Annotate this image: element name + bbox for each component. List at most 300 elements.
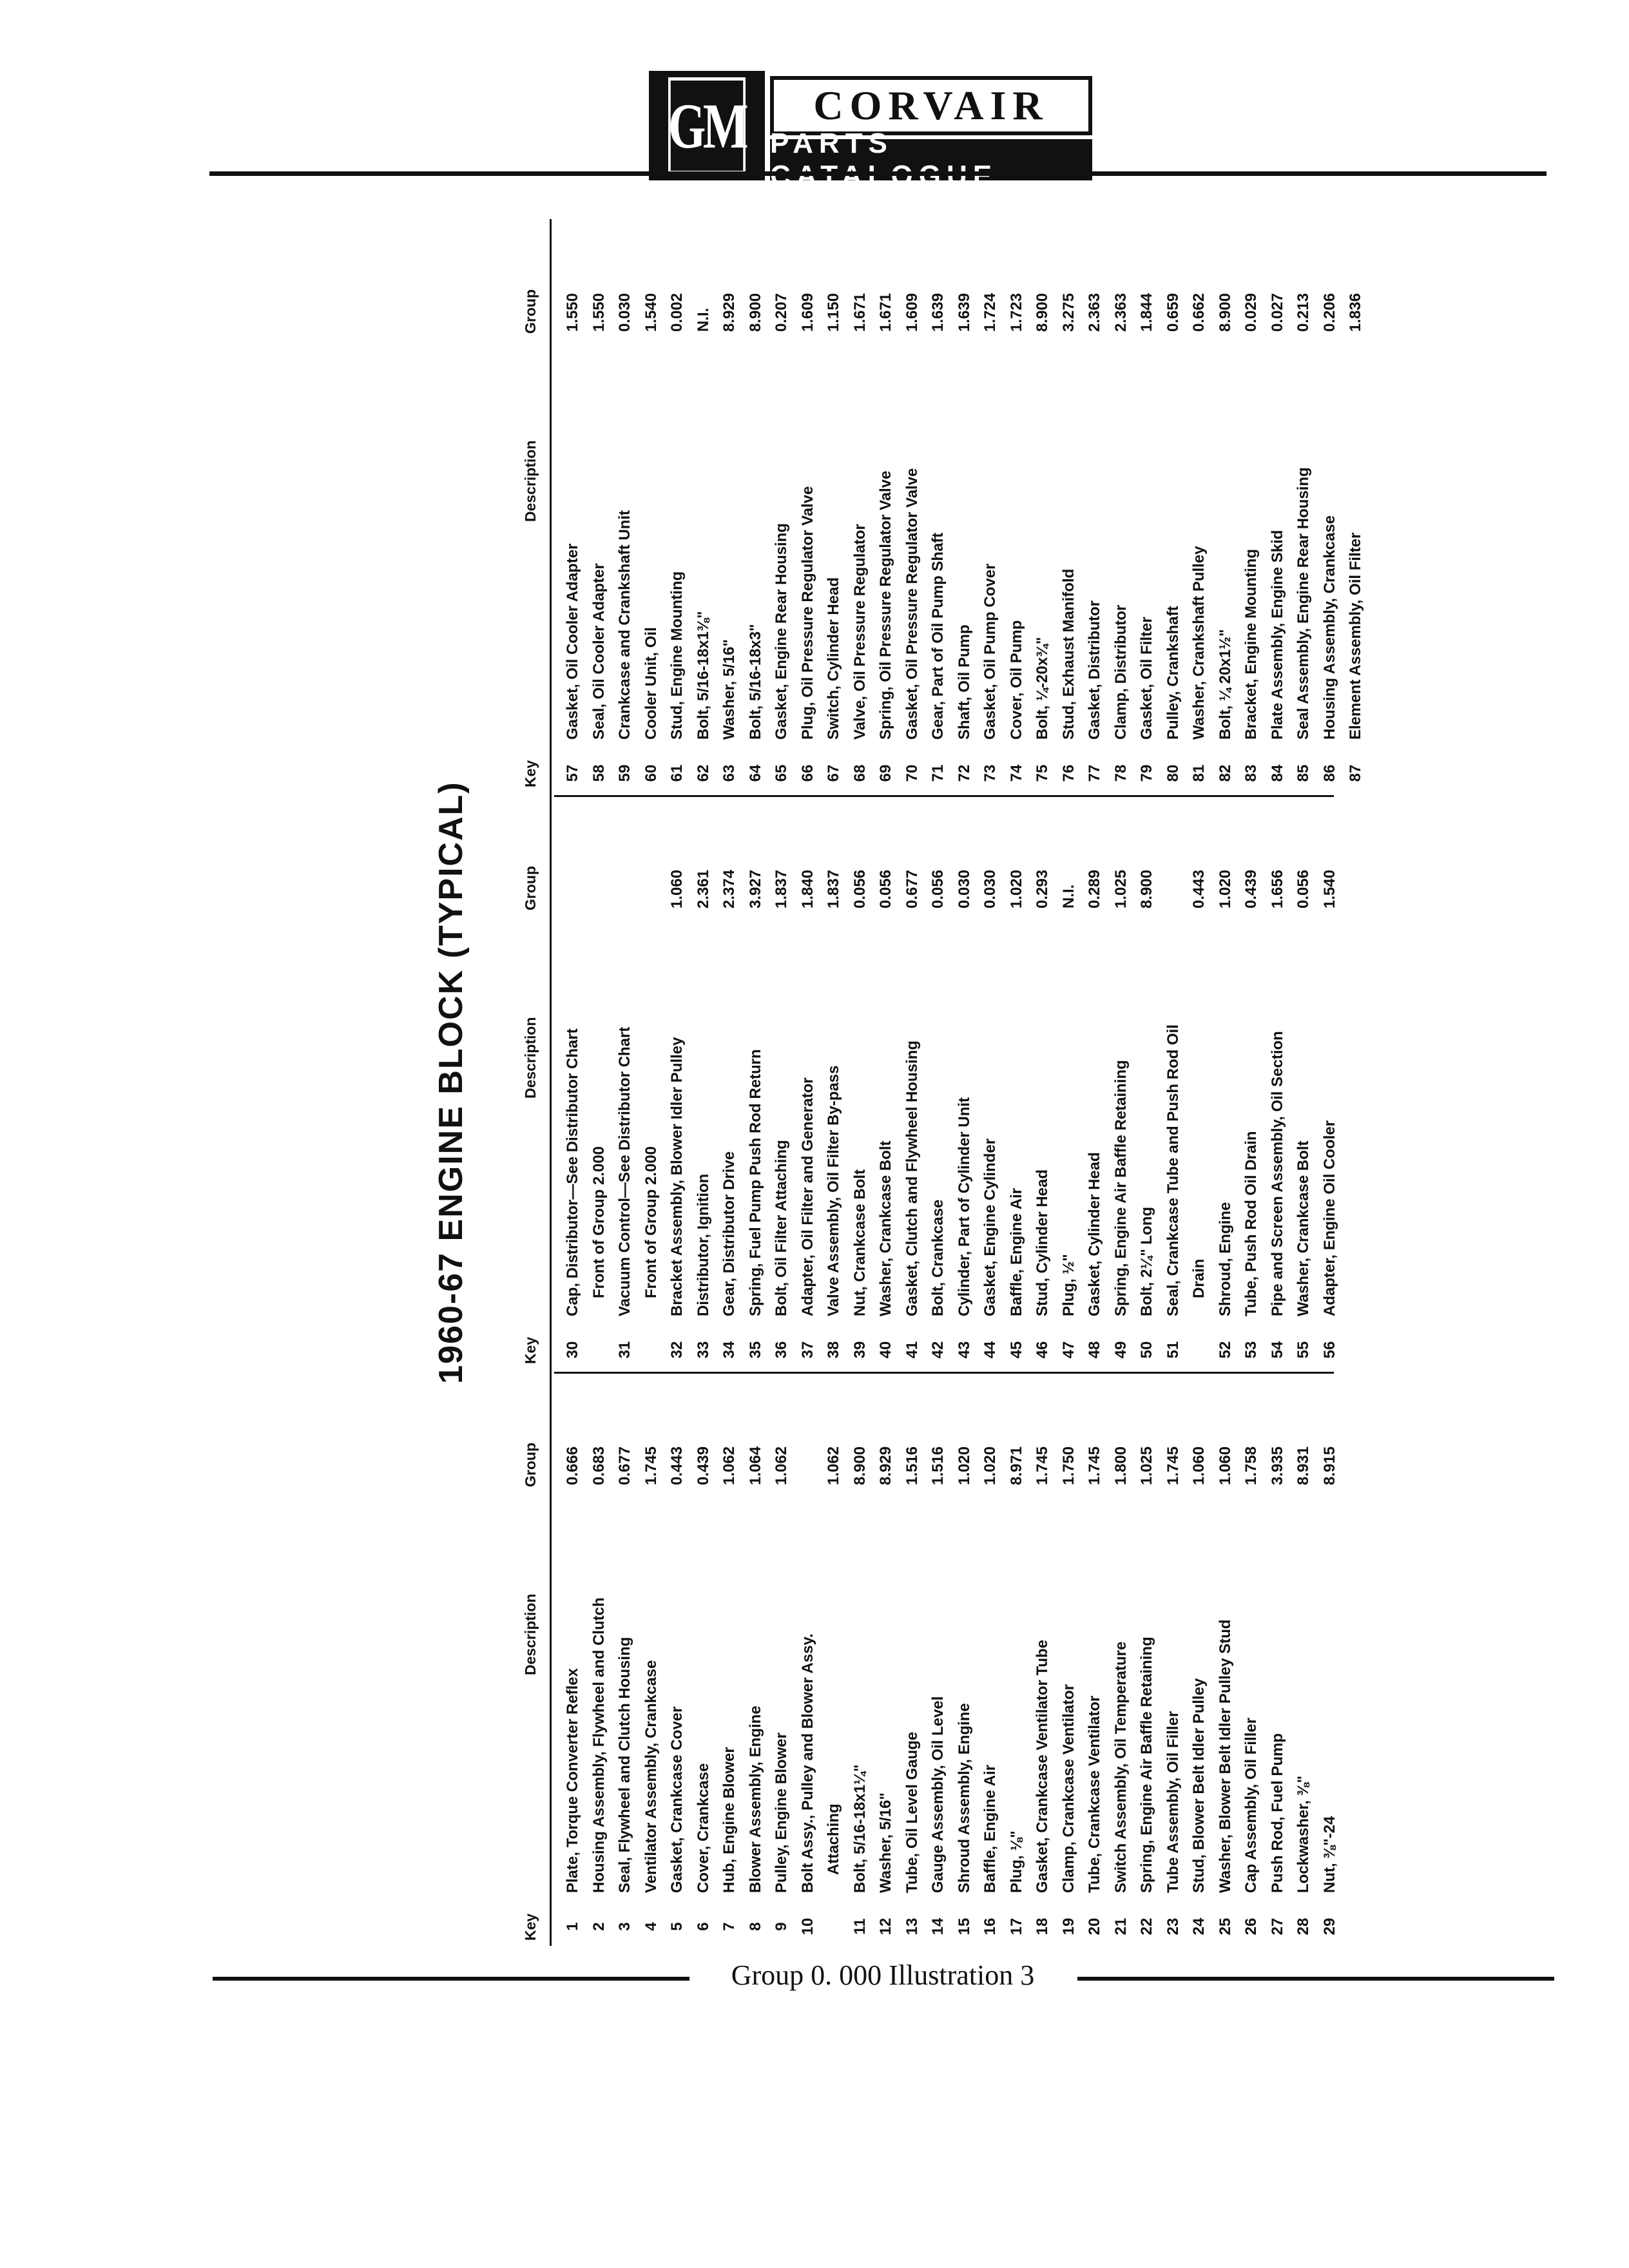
part-key: 75 bbox=[1034, 764, 1051, 782]
part-group: 3.275 bbox=[1059, 293, 1077, 332]
part-key: 68 bbox=[851, 764, 869, 782]
part-description: Pulley, Engine Blower bbox=[773, 1733, 790, 1893]
part-key: 49 bbox=[1112, 1341, 1130, 1359]
table-row bbox=[981, 802, 1008, 1369]
part-group: 0.056 bbox=[877, 869, 894, 908]
part-key: 71 bbox=[929, 764, 947, 782]
part-key: 23 bbox=[1164, 1917, 1182, 1936]
table-row bbox=[1217, 1379, 1243, 1946]
table-row bbox=[1295, 1379, 1321, 1946]
part-description: Tube Assembly, Oil Filler bbox=[1164, 1711, 1182, 1893]
table-row bbox=[720, 802, 747, 1369]
part-description: Nut, Crankcase Bolt bbox=[851, 1169, 869, 1316]
part-description: Gasket, Engine Rear Housing bbox=[773, 523, 790, 740]
part-group: 8.900 bbox=[1216, 293, 1234, 332]
table-row bbox=[1008, 226, 1034, 793]
part-key: 33 bbox=[694, 1341, 712, 1359]
table-row bbox=[642, 1379, 669, 1946]
part-description: Cooler Unit, Oil bbox=[642, 627, 660, 740]
part-key: 81 bbox=[1190, 764, 1208, 782]
table-row bbox=[956, 1379, 982, 1946]
part-key: 44 bbox=[981, 1341, 999, 1359]
column-divider bbox=[554, 1372, 1334, 1374]
part-group: 2.374 bbox=[720, 869, 738, 908]
part-description: Plug, Oil Pressure Regulator Valve bbox=[798, 486, 816, 740]
part-group: 1.724 bbox=[981, 293, 999, 332]
part-description: Gear, Part of Oil Pump Shaft bbox=[929, 532, 947, 740]
part-description: Bracket, Engine Mounting bbox=[1242, 548, 1260, 740]
table-row bbox=[903, 226, 930, 793]
part-group: 0.677 bbox=[616, 1446, 633, 1485]
part-group: 0.056 bbox=[929, 869, 947, 908]
part-description: Gear, Distributor Drive bbox=[720, 1151, 738, 1316]
footer-rule-right bbox=[1077, 1977, 1554, 1981]
part-description: Bolt, Oil Filter Attaching bbox=[773, 1140, 790, 1316]
part-description: Switch, Cylinder Head bbox=[825, 577, 842, 740]
part-key: 20 bbox=[1086, 1917, 1103, 1936]
part-key: 34 bbox=[720, 1341, 738, 1359]
part-key: 32 bbox=[668, 1341, 686, 1359]
col-header-group: Group bbox=[522, 1443, 539, 1487]
part-group: 8.900 bbox=[851, 1446, 869, 1485]
part-description: Cap Assembly, Oil Filler bbox=[1242, 1717, 1260, 1893]
part-key: 69 bbox=[877, 764, 894, 782]
part-key: 9 bbox=[773, 1922, 790, 1931]
part-description: Gasket, Crankcase Cover bbox=[668, 1706, 686, 1893]
part-description: Cap, Distributor—See Distributor Chart bbox=[564, 1028, 581, 1316]
part-group: N.I. bbox=[1059, 884, 1077, 908]
table-row bbox=[564, 226, 590, 793]
table-row bbox=[903, 802, 930, 1369]
part-description: Stud, Blower Belt Idler Pulley bbox=[1190, 1678, 1208, 1893]
part-description: Vacuum Control—See Distributor Chart bbox=[616, 1026, 633, 1316]
part-description: Gauge Assembly, Oil Level bbox=[929, 1696, 947, 1893]
part-group: 1.550 bbox=[564, 293, 581, 332]
table-row bbox=[1112, 1379, 1139, 1946]
gm-logo-box bbox=[649, 71, 765, 180]
part-description: Baffle, Engine Air bbox=[981, 1764, 999, 1893]
part-key: 82 bbox=[1216, 764, 1234, 782]
table-row bbox=[851, 802, 878, 1369]
part-group: 0.666 bbox=[564, 1446, 581, 1485]
part-group: 0.677 bbox=[903, 869, 921, 908]
part-key: 61 bbox=[668, 764, 686, 782]
part-description: Valve, Oil Pressure Regulator bbox=[851, 524, 869, 740]
part-key: 4 bbox=[642, 1922, 660, 1931]
part-key: 66 bbox=[798, 764, 816, 782]
part-group: 0.029 bbox=[1242, 293, 1260, 332]
part-description: Valve Assembly, Oil Filter By-pass bbox=[825, 1065, 842, 1316]
part-description: Tube, Crankcase Ventilator bbox=[1086, 1695, 1103, 1893]
part-key: 87 bbox=[1347, 764, 1364, 782]
part-key: 50 bbox=[1138, 1341, 1155, 1359]
part-group: 2.361 bbox=[694, 869, 712, 908]
part-description: Gasket, Oil Pressure Regulator Valve bbox=[903, 468, 921, 740]
page-title: 1960-67 ENGINE BLOCK (TYPICAL) bbox=[432, 781, 470, 1384]
part-key: 54 bbox=[1268, 1341, 1286, 1359]
part-description: Bracket Assembly, Blower Idler Pulley bbox=[668, 1037, 686, 1316]
part-description: Bolt, 2¼" Long bbox=[1138, 1206, 1155, 1316]
table-row bbox=[747, 1379, 773, 1946]
part-description: Cylinder, Part of Cylinder Unit bbox=[955, 1097, 973, 1316]
part-group: 1.060 bbox=[1190, 1446, 1208, 1485]
catalogue-subtitle: PARTS bbox=[770, 139, 1092, 180]
part-description: Adapter, Oil Filter and Generator bbox=[798, 1077, 816, 1316]
part-description: Washer, Blower Belt Idler Pulley Stud bbox=[1216, 1619, 1234, 1893]
part-key: 83 bbox=[1242, 764, 1260, 782]
part-key: 73 bbox=[981, 764, 999, 782]
table-row bbox=[590, 226, 617, 793]
table-row bbox=[773, 1379, 799, 1946]
part-key: 36 bbox=[773, 1341, 790, 1359]
part-description: Clamp, Crankcase Ventilator bbox=[1059, 1684, 1077, 1893]
table-row bbox=[642, 802, 669, 1369]
part-group: 1.723 bbox=[1007, 293, 1025, 332]
part-key: 17 bbox=[1007, 1917, 1025, 1936]
table-row bbox=[1008, 1379, 1034, 1946]
part-key: 18 bbox=[1034, 1917, 1051, 1936]
table-row bbox=[825, 226, 851, 793]
part-description: Tube, Push Rod Oil Drain bbox=[1242, 1131, 1260, 1316]
part-group: 1.639 bbox=[929, 293, 947, 332]
part-group: 8.900 bbox=[1138, 869, 1155, 908]
part-group: 1.609 bbox=[903, 293, 921, 332]
table-row bbox=[1269, 802, 1295, 1369]
part-description: Push Rod, Fuel Pump bbox=[1268, 1733, 1286, 1893]
part-description: Nut, ⅜"-24 bbox=[1320, 1816, 1338, 1893]
part-key: 28 bbox=[1295, 1917, 1312, 1936]
part-group: 1.025 bbox=[1138, 1446, 1155, 1485]
footer-rule-left bbox=[213, 1977, 689, 1981]
table-row bbox=[642, 226, 669, 793]
table-header-rule bbox=[550, 219, 552, 1946]
part-group: 1.609 bbox=[798, 293, 816, 332]
table-row bbox=[564, 1379, 590, 1946]
part-key: 70 bbox=[903, 764, 921, 782]
table-row bbox=[590, 1379, 617, 1946]
part-key: 21 bbox=[1112, 1917, 1130, 1936]
part-group: 2.363 bbox=[1112, 293, 1130, 332]
part-description: Bolt, 5/16-18x3" bbox=[746, 624, 764, 740]
table-row bbox=[1190, 1379, 1217, 1946]
part-group: 0.289 bbox=[1086, 869, 1103, 908]
part-description: Bolt, ¼-20x¾" bbox=[1034, 637, 1051, 740]
part-description: Plate, Torque Converter Reflex bbox=[564, 1668, 581, 1893]
table-row bbox=[981, 1379, 1008, 1946]
table-row bbox=[668, 1379, 695, 1946]
part-description: Front of Group 2.000 bbox=[642, 1146, 660, 1298]
part-group: 8.915 bbox=[1320, 1446, 1338, 1485]
part-key: 48 bbox=[1086, 1341, 1103, 1359]
part-key: 58 bbox=[590, 764, 608, 782]
part-key: 85 bbox=[1295, 764, 1312, 782]
table-row bbox=[695, 1379, 721, 1946]
gm-logo-text: GM bbox=[668, 77, 746, 174]
part-group: 1.840 bbox=[798, 869, 816, 908]
part-key: 55 bbox=[1295, 1341, 1312, 1359]
part-group: 0.056 bbox=[1295, 869, 1312, 908]
part-group: 1.837 bbox=[773, 869, 790, 908]
part-group: 1.540 bbox=[1320, 869, 1338, 908]
part-key: 86 bbox=[1320, 764, 1338, 782]
table-row bbox=[929, 802, 956, 1369]
table-row bbox=[1217, 802, 1243, 1369]
part-description: Spring, Engine Air Baffle Retaining bbox=[1138, 1637, 1155, 1893]
table-row bbox=[825, 802, 851, 1369]
part-description: Housing Assembly, Crankcase bbox=[1320, 515, 1338, 740]
part-key: 3 bbox=[616, 1922, 633, 1931]
table-row bbox=[1190, 802, 1217, 1369]
table-row bbox=[668, 226, 695, 793]
part-description: Drain bbox=[1190, 1258, 1208, 1298]
part-description: Stud, Cylinder Head bbox=[1034, 1169, 1051, 1316]
part-group: 1.516 bbox=[903, 1446, 921, 1485]
table-row bbox=[1164, 226, 1191, 793]
part-description: Shroud, Engine bbox=[1216, 1202, 1234, 1316]
part-description: Plate Assembly, Engine Skid bbox=[1268, 530, 1286, 740]
part-key: 43 bbox=[955, 1341, 973, 1359]
part-group: 0.683 bbox=[590, 1446, 608, 1485]
part-description: Plug, ⅛" bbox=[1007, 1831, 1025, 1893]
table-row bbox=[616, 226, 642, 793]
table-row bbox=[1321, 1379, 1347, 1946]
part-group: 1.745 bbox=[1164, 1446, 1182, 1485]
table-row bbox=[616, 1379, 642, 1946]
part-key: 26 bbox=[1242, 1917, 1260, 1936]
part-description: Gasket, Cylinder Head bbox=[1086, 1152, 1103, 1316]
part-key: 56 bbox=[1320, 1341, 1338, 1359]
part-description: Gasket, Engine Cylinder bbox=[981, 1138, 999, 1316]
rotated-page-content bbox=[432, 219, 1385, 1946]
part-description: Washer, Crankcase Bolt bbox=[1295, 1140, 1312, 1316]
part-group: 1.025 bbox=[1112, 869, 1130, 908]
column-header-set-2 bbox=[516, 796, 553, 1369]
col-header-group: Group bbox=[522, 866, 539, 910]
part-description: Distributor, Ignition bbox=[694, 1173, 712, 1316]
col-header-key: Key bbox=[522, 1336, 539, 1364]
col-header-group: Group bbox=[522, 289, 539, 334]
part-group: 1.540 bbox=[642, 293, 660, 332]
part-group: 0.030 bbox=[981, 869, 999, 908]
table-row bbox=[903, 1379, 930, 1946]
part-description: Bolt, 5/16-18x1¼" bbox=[851, 1764, 869, 1893]
part-key: 63 bbox=[720, 764, 738, 782]
table-row bbox=[956, 226, 982, 793]
table-row bbox=[825, 1379, 851, 1946]
header-rule bbox=[209, 171, 1547, 176]
table-row bbox=[1112, 226, 1139, 793]
part-description: Gasket, Oil Cooler Adapter bbox=[564, 543, 581, 740]
part-key: 76 bbox=[1059, 764, 1077, 782]
column-header-set-1 bbox=[516, 1372, 553, 1946]
col-header-key: Key bbox=[522, 1913, 539, 1941]
part-group: 8.929 bbox=[720, 293, 738, 332]
part-key: 10 bbox=[798, 1917, 816, 1936]
part-key: 60 bbox=[642, 764, 660, 782]
part-key: 45 bbox=[1007, 1341, 1025, 1359]
part-group: 0.056 bbox=[851, 869, 869, 908]
part-key: 27 bbox=[1268, 1917, 1286, 1936]
table-row bbox=[929, 226, 956, 793]
table-row bbox=[1060, 1379, 1086, 1946]
part-description: Gasket, Distributor bbox=[1086, 600, 1103, 740]
part-description: Gasket, Oil Filter bbox=[1138, 617, 1155, 740]
part-description: Washer, 5/16" bbox=[877, 1792, 894, 1893]
table-row bbox=[929, 1379, 956, 1946]
part-key: 15 bbox=[955, 1917, 973, 1936]
part-group: 1.758 bbox=[1242, 1446, 1260, 1485]
table-row bbox=[851, 1379, 878, 1946]
brand-name: CORVAIR bbox=[770, 76, 1092, 135]
part-description: Cover, Crankcase bbox=[694, 1763, 712, 1893]
col-header-description: Description bbox=[522, 1593, 539, 1675]
table-row bbox=[1086, 226, 1112, 793]
table-row bbox=[1138, 226, 1164, 793]
part-description: Gasket, Oil Pump Cover bbox=[981, 563, 999, 740]
table-row bbox=[1347, 226, 1373, 793]
part-group: 0.443 bbox=[1190, 869, 1208, 908]
table-row bbox=[1164, 1379, 1191, 1946]
part-group: 1.745 bbox=[1086, 1446, 1103, 1485]
part-group: 3.935 bbox=[1268, 1446, 1286, 1485]
part-key: 38 bbox=[825, 1341, 842, 1359]
table-row bbox=[1321, 226, 1347, 793]
table-row bbox=[877, 1379, 903, 1946]
part-key: 35 bbox=[746, 1341, 764, 1359]
part-group: 8.900 bbox=[1034, 293, 1051, 332]
part-group: 1.020 bbox=[1216, 869, 1234, 908]
part-key: 12 bbox=[877, 1917, 894, 1936]
part-group: 1.062 bbox=[825, 1446, 842, 1485]
table-row bbox=[956, 802, 982, 1369]
table-row bbox=[720, 1379, 747, 1946]
part-description: Seal, Oil Cooler Adapter bbox=[590, 563, 608, 740]
table-row bbox=[695, 226, 721, 793]
part-group: 0.002 bbox=[668, 293, 686, 332]
part-description: Blower Assembly, Engine bbox=[746, 1706, 764, 1893]
part-description: Seal, Flywheel and Clutch Housing bbox=[616, 1637, 633, 1893]
part-group: 1.745 bbox=[642, 1446, 660, 1485]
part-key: 11 bbox=[851, 1918, 869, 1935]
table-row bbox=[1138, 802, 1164, 1369]
part-description: Gasket, Crankcase Ventilator Tube bbox=[1034, 1639, 1051, 1893]
part-description: Cover, Oil Pump bbox=[1007, 620, 1025, 740]
part-group: 0.213 bbox=[1295, 293, 1312, 332]
part-key: 37 bbox=[798, 1341, 816, 1359]
part-description: Gasket, Clutch and Flywheel Housing bbox=[903, 1040, 921, 1316]
part-group: 1.837 bbox=[825, 869, 842, 908]
part-key: 77 bbox=[1086, 764, 1103, 782]
table-row bbox=[1269, 1379, 1295, 1946]
part-key: 79 bbox=[1138, 764, 1155, 782]
part-description: Ventilator Assembly, Crankcase bbox=[642, 1660, 660, 1893]
part-group: 1.020 bbox=[981, 1446, 999, 1485]
part-key: 40 bbox=[877, 1341, 894, 1359]
part-key: 41 bbox=[903, 1341, 921, 1359]
part-description: Bolt Assy., Pulley and Blower Assy. bbox=[798, 1633, 816, 1893]
table-row bbox=[1034, 226, 1060, 793]
part-description: Washer, Crankcase Bolt bbox=[877, 1140, 894, 1316]
part-group: 0.030 bbox=[955, 869, 973, 908]
part-key: 39 bbox=[851, 1341, 869, 1359]
table-row bbox=[1060, 802, 1086, 1369]
part-key: 25 bbox=[1216, 1917, 1234, 1936]
part-key: 78 bbox=[1112, 764, 1130, 782]
part-description: Washer, 5/16" bbox=[720, 639, 738, 740]
part-key: 1 bbox=[564, 1922, 581, 1931]
table-row bbox=[1086, 802, 1112, 1369]
part-group: 1.844 bbox=[1138, 293, 1155, 332]
table-row bbox=[1242, 226, 1269, 793]
table-row bbox=[799, 226, 825, 793]
table-row bbox=[1190, 226, 1217, 793]
part-key: 2 bbox=[590, 1922, 608, 1931]
table-row bbox=[1008, 802, 1034, 1369]
gm-corvair-logo bbox=[649, 71, 1100, 180]
part-description: Crankcase and Crankshaft Unit bbox=[616, 510, 633, 740]
part-group: 0.030 bbox=[616, 293, 633, 332]
part-description: Stud, Engine Mounting bbox=[668, 571, 686, 740]
table-row bbox=[1060, 226, 1086, 793]
part-group: 1.064 bbox=[746, 1446, 764, 1485]
table-row bbox=[720, 226, 747, 793]
part-group: 0.659 bbox=[1164, 293, 1182, 332]
part-description: Bolt, ¼ 20x1½" bbox=[1216, 629, 1234, 740]
table-row bbox=[668, 802, 695, 1369]
part-key: 65 bbox=[773, 764, 790, 782]
part-description: Attaching bbox=[825, 1803, 842, 1875]
part-key: 64 bbox=[746, 764, 764, 782]
table-row bbox=[1295, 226, 1321, 793]
table-row bbox=[877, 226, 903, 793]
part-description: Clamp, Distributor bbox=[1112, 604, 1130, 740]
part-group: 1.550 bbox=[590, 293, 608, 332]
part-group: 1.020 bbox=[955, 1446, 973, 1485]
part-description: Adapter, Engine Oil Cooler bbox=[1320, 1120, 1338, 1316]
part-description: Shroud Assembly, Engine bbox=[955, 1703, 973, 1893]
table-row bbox=[747, 226, 773, 793]
part-key: 24 bbox=[1190, 1917, 1208, 1936]
table-row bbox=[773, 226, 799, 793]
part-description: Baffle, Engine Air bbox=[1007, 1187, 1025, 1316]
table-row bbox=[1034, 1379, 1060, 1946]
part-group: 1.060 bbox=[668, 869, 686, 908]
part-key: 80 bbox=[1164, 764, 1182, 782]
part-key: 31 bbox=[616, 1341, 633, 1359]
part-key: 16 bbox=[981, 1917, 999, 1936]
part-key: 46 bbox=[1034, 1341, 1051, 1359]
parts-column-3 bbox=[564, 226, 1373, 793]
part-group: 1.750 bbox=[1059, 1446, 1077, 1485]
table-row bbox=[1295, 802, 1321, 1369]
part-description: Bolt, Crankcase bbox=[929, 1199, 947, 1316]
part-group: 0.207 bbox=[773, 293, 790, 332]
part-group: 0.439 bbox=[694, 1446, 712, 1485]
part-key: 72 bbox=[955, 764, 973, 782]
part-group: 1.671 bbox=[851, 293, 869, 332]
table-row bbox=[616, 802, 642, 1369]
part-group: N.I. bbox=[694, 307, 712, 332]
part-group: 1.020 bbox=[1007, 869, 1025, 908]
column-divider bbox=[554, 795, 1334, 797]
table-row bbox=[877, 802, 903, 1369]
part-group: 1.060 bbox=[1216, 1446, 1234, 1485]
table-row bbox=[851, 226, 878, 793]
part-group: 0.439 bbox=[1242, 869, 1260, 908]
part-key: 51 bbox=[1164, 1341, 1182, 1359]
part-description: Spring, Engine Air Baffle Retaining bbox=[1112, 1060, 1130, 1316]
part-description: Front of Group 2.000 bbox=[590, 1146, 608, 1298]
